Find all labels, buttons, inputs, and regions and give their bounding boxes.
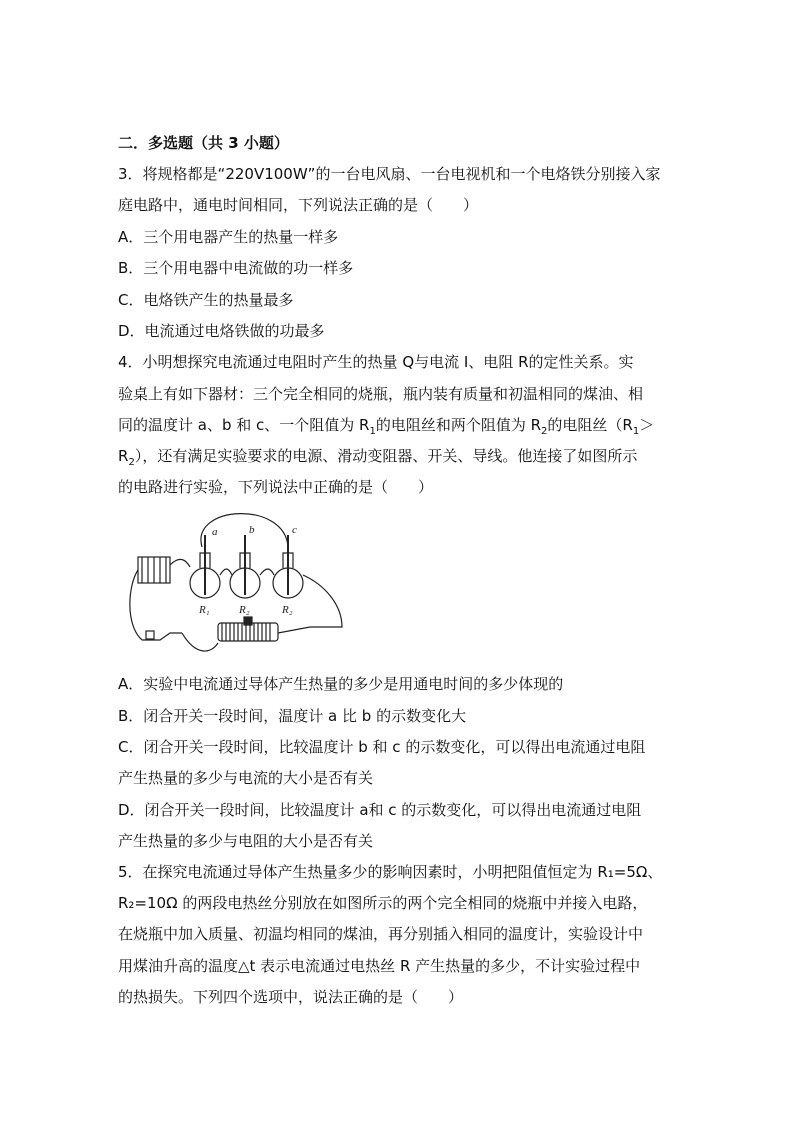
q5-stem-line-1: 5．在探究电流通过导体产生热量多少的影响因素时，小明把阻值恒定为 R₁=5Ω、 [118,863,663,881]
q3-option-d: D．电流通过电烙铁做的功最多 [118,322,325,340]
q4-option-c-line-1: C．闭合开关一段时间，比较温度计 b 和 c 的示数变化，可以得出电流通过电阻 [118,738,646,756]
label-r1: R₁ [199,604,210,616]
q4-stem-line-5: 的电路进行实验，下列说法中正确的是（ ） [118,478,434,496]
section-heading: 二．多选题（共 3 小题） [118,134,289,152]
label-a: a [212,526,218,538]
circuit-diagram [120,505,360,665]
q4-stem-line-1: 4．小明想探究电流通过电阻时产生的热量 Q与电流 I、电阻 R的定性关系。实 [118,353,634,371]
q3-stem-line-1: 3．将规格都是“220V100W”的一台电风扇、一台电视机和一个电烙铁分别接入家 [118,165,661,183]
q4-option-c-line-2: 产生热量的多少与电流的大小是否有关 [118,769,374,787]
q3-option-c: C．电烙铁产生的热量最多 [118,291,294,309]
q5-stem-line-5: 的热损失。下列四个选项中，说法正确的是（ ） [118,988,464,1006]
label-c: c [292,524,297,536]
q4-stem-line-3: 同的温度计 a、b 和 c、一个阻值为 $R_1$的电阻丝和两个阻值为 $R_2$的电阻丝（$R_1>$ [118,416,655,437]
q3-option-b: B．三个用电器中电流做的功一样多 [118,259,354,277]
label-r2-c: R₂ [282,604,293,616]
label-r2-b: R₂ [239,604,250,616]
q5-stem-line-3: 在烧瓶中加入质量、初温均相同的煤油，再分别插入相同的温度计，实验设计中 [118,925,644,943]
rheostat [218,623,278,641]
q4-option-b: B．闭合开关一段时间，温度计 a 比 b 的示数变化大 [118,707,467,725]
q4-option-a: A．实验中电流通过导体产生热量的多少是用通电时间的多少体现的 [118,675,564,693]
q5-stem-line-2: R₂=10Ω 的两段电热丝分别放在如图所示的两个完全相同的烧瓶中并接入电路， [118,894,648,912]
q4-stem-line-4: $R_2$），还有满足实验要求的电源、滑动变阻器、开关、导线。他连接了如图所示 [118,447,638,468]
q4-option-d-line-1: D．闭合开关一段时间，比较温度计 a和 c 的示数变化，可以得出电流通过电阻 [118,801,642,819]
q4-stem-line-2: 验桌上有如下器材：三个完全相同的烧瓶，瓶内装有质量和初温相同的煤油、相 [118,385,644,403]
q5-stem-line-4: 用煤油升高的温度△t 表示电流通过电热丝 R 产生热量的多少，不计实验过程中 [118,957,641,975]
q3-option-a: A．三个用电器产生的热量一样多 [118,228,339,246]
q3-stem-line-2: 庭电路中，通电时间相同，下列说法正确的是（ ） [118,196,479,214]
q4-option-d-line-2: 产生热量的多少与电阻的大小是否有关 [118,832,374,850]
label-b: b [249,524,255,536]
